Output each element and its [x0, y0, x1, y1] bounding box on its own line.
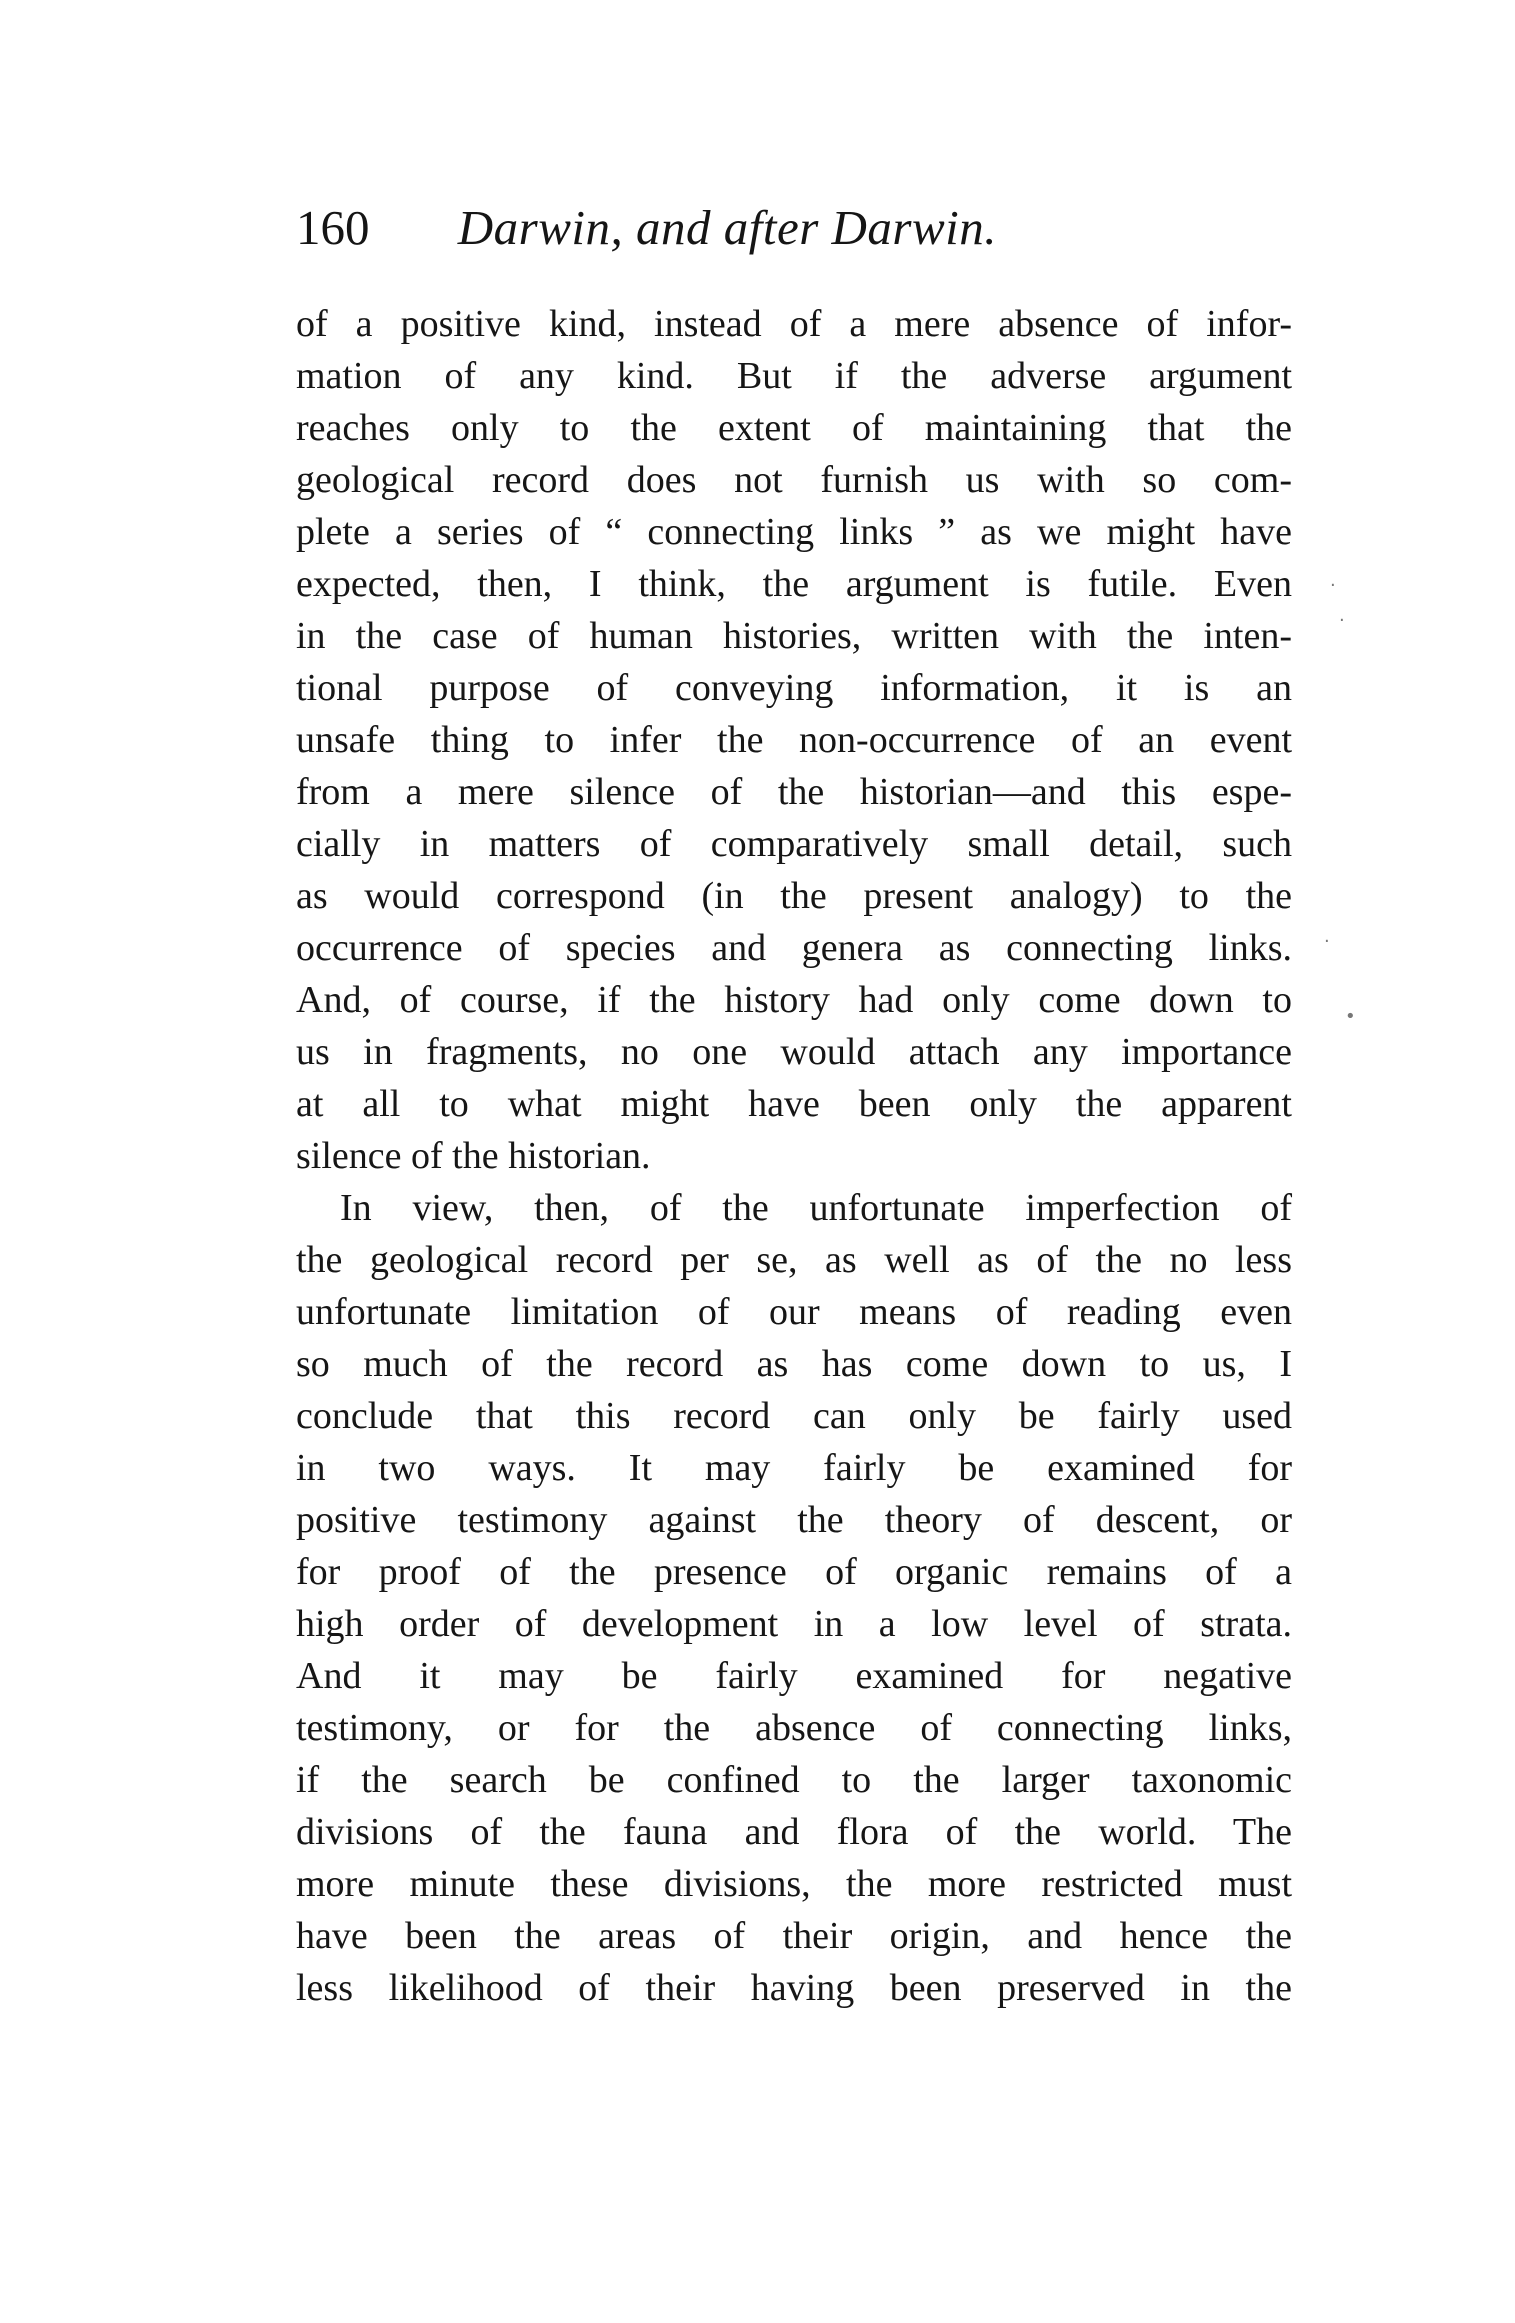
- book-title: Darwin, and after Darwin.: [457, 200, 998, 255]
- text-line: the geological record per se, as well as of the no less: [296, 1239, 1292, 1281]
- text-line: geological record does not furnish us with so com-: [296, 459, 1292, 501]
- text-line: in two ways. It may fairly be examined for: [296, 1447, 1292, 1489]
- text-line: And, of course, if the history had only come down to: [296, 979, 1292, 1021]
- text-line: more minute these divisions, the more restricted must: [296, 1863, 1292, 1905]
- text-line: tional purpose of conveying information, it is an: [296, 667, 1292, 709]
- text-line: have been the areas of their origin, and hence the: [296, 1915, 1292, 1957]
- text-line: as would correspond (in the present analogy) to the: [296, 875, 1292, 917]
- scan-speck-mark: ·: [1330, 575, 1336, 596]
- text-line: mation of any kind. But if the adverse argument: [296, 355, 1292, 397]
- text-line: unfortunate limitation of our means of reading even: [296, 1291, 1292, 1333]
- text-line: reaches only to the extent of maintaining that the: [296, 407, 1292, 449]
- text-line: for proof of the presence of organic remains of a: [296, 1551, 1292, 1593]
- body-text: [296, 298, 1292, 2014]
- text-line: from a mere silence of the historian—and this espe-: [296, 771, 1292, 813]
- page-number: 160: [296, 200, 370, 255]
- text-line: In view, then, of the unfortunate imperfection of: [340, 1187, 1292, 1229]
- text-line: plete a series of “ connecting links ” as we might have: [296, 511, 1292, 553]
- text-line: us in fragments, no one would attach any importance: [296, 1031, 1292, 1073]
- text-line: And it may be fairly examined for negative: [296, 1655, 1292, 1697]
- scan-speck-mark: ·: [1339, 610, 1345, 631]
- text-line: of a positive kind, instead of a mere absence of infor-: [296, 303, 1292, 345]
- text-line: unsafe thing to infer the non-occurrence of an event: [296, 719, 1292, 761]
- text-line: at all to what might have been only the apparent: [296, 1083, 1292, 1125]
- text-line: in the case of human histories, written with the inten-: [296, 615, 1292, 657]
- text-line: divisions of the fauna and flora of the world. The: [296, 1811, 1292, 1853]
- text-line: conclude that this record can only be fairly used: [296, 1395, 1292, 1437]
- text-line: testimony, or for the absence of connecting links,: [296, 1707, 1292, 1749]
- scan-speck-mark: ·: [1324, 931, 1330, 952]
- text-line: occurrence of species and genera as connecting links.: [296, 927, 1292, 969]
- running-head: [296, 196, 1156, 260]
- paragraph-1: [296, 298, 1292, 1182]
- paragraph-2: [296, 1182, 1292, 2014]
- text-line: so much of the record as has come down to us, I: [296, 1343, 1292, 1385]
- text-line: high order of development in a low level of strata.: [296, 1603, 1292, 1645]
- text-line: cially in matters of comparatively small detail, such: [296, 823, 1292, 865]
- text-line: less likelihood of their having been preserved in the: [296, 1967, 1292, 2009]
- text-line: positive testimony against the theory of descent, or: [296, 1499, 1292, 1541]
- scan-speck-mark: •: [1345, 1006, 1356, 1027]
- text-line: silence of the historian.: [296, 1135, 651, 1177]
- text-line: if the search be confined to the larger taxonomic: [296, 1759, 1292, 1801]
- text-line: expected, then, I think, the argument is futile. Even: [296, 563, 1292, 605]
